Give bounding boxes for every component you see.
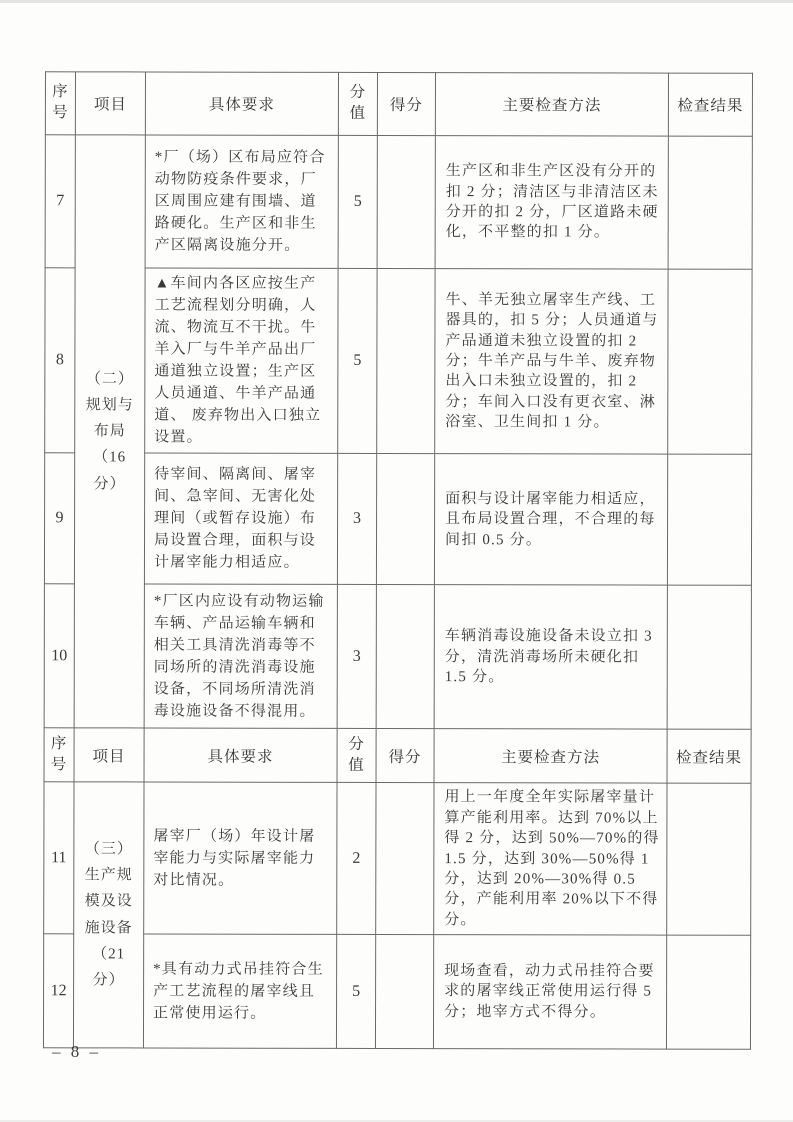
row-12-method: 现场查看，动力式吊挂符合要求的屠宰线正常使用运行得 5 分；地宰方式不得分。 <box>433 935 666 1049</box>
row-7-result <box>668 136 752 269</box>
row-10-requirement: *厂区内应设有动物运输车辆、产品运输车辆和相关工具清洗消毒等不同场所的清洗消毒设施设备，不同场所清洗消毒设施设备不得混用。 <box>144 584 337 728</box>
col-header-score-earned: 得分 <box>377 72 435 135</box>
row-9-score-earned <box>376 454 434 585</box>
project-group-3-cell: （三） 生产规 模及设 施设备 （21 分） <box>73 782 144 1048</box>
col-header-no-label: 序号 <box>50 735 68 774</box>
col-header-method: 主要检查方法 <box>434 729 667 783</box>
col-header-result: 检查结果 <box>667 729 751 783</box>
table-row-9 <box>44 453 751 585</box>
table-row-8 <box>45 268 752 455</box>
table-header-row-2 <box>44 728 751 783</box>
row-7-no: 7 <box>45 135 75 268</box>
table-row-7 <box>45 135 752 269</box>
row-11-no: 11 <box>44 782 74 934</box>
col-header-result: 检查结果 <box>668 73 752 136</box>
page-number: – 8 – <box>52 1042 101 1061</box>
row-10-no: 10 <box>44 584 74 728</box>
row-7-score-earned <box>377 135 435 268</box>
row-11-method: 用上一年度全年实际屠宰量计算产能利用率。达到 70%以上得 2 分，达到 50%—70%的得 1.5 分，达到 30%—50%得 1 分，达到 20%—30%得 0.5 分，产能利用率 20%以下不得分。 <box>434 783 667 935</box>
row-10-result <box>667 585 751 729</box>
table-row-10 <box>44 584 751 729</box>
col-header-method: 主要检查方法 <box>435 73 668 136</box>
row-12-score-earned <box>375 935 433 1049</box>
row-12-requirement: *具有动力式吊挂符合生产工艺流程的屠宰线且正常使用运行。 <box>143 934 336 1048</box>
row-10-score-earned <box>376 585 434 729</box>
row-11-result <box>667 783 751 935</box>
col-header-no <box>44 728 74 782</box>
col-header-requirement: 具体要求 <box>145 72 338 135</box>
col-header-project: 项目 <box>75 72 145 135</box>
row-7-method: 生产区和非生产区没有分开的扣 2 分；清洁区与非清洁区未分开的扣 2 分，厂区道路未硬化，不平整的扣 1 分。 <box>435 136 668 269</box>
row-9-requirement: 待宰间、隔离间、屠宰间、急宰间、无害化处理间（或暂存设施）布局设置合理，面积与设计屠宰能力相适应。 <box>144 453 337 584</box>
row-11-score-value: 2 <box>337 783 376 935</box>
table-header-row-1 <box>45 72 752 136</box>
row-12-no: 12 <box>43 934 73 1048</box>
row-8-requirement: ▲车间内各区应按生产工艺流程划分明确，人流、物流互不干扰。牛羊入厂与牛羊产品出厂通道独立设置；生产区人员通道、牛羊产品通道、 废弃物出入口独立设置。 <box>145 268 338 454</box>
row-12-result <box>666 935 750 1049</box>
row-10-method: 车辆消毒设施设备未设立扣 3 分，清洗消毒场所未硬化扣 1.5 分。 <box>434 585 667 729</box>
col-header-no-label: 序号 <box>52 83 69 122</box>
row-12-score-value: 5 <box>336 934 375 1048</box>
row-9-method: 面积与设计屠宰能力相适应，且布局设置合理，不合理的每间扣 0.5 分。 <box>434 454 667 585</box>
document-sheet <box>43 71 753 1050</box>
col-header-no <box>45 72 75 135</box>
row-8-score-value: 5 <box>338 268 377 453</box>
table-row-11 <box>44 782 751 935</box>
scan-edge-top <box>0 0 793 3</box>
row-8-score-earned <box>377 268 435 453</box>
row-8-no: 8 <box>45 268 75 453</box>
col-header-score-value <box>338 72 377 135</box>
row-8-method: 牛、羊无独立屠宰生产线、工器具的，扣 5 分；人员通道与产品通道未独立设置的扣 2 分；牛羊产品与牛羊、废弃物出入口未独立设置的，扣 2 分；车间入口没有更衣室、淋浴室、卫生间扣 1 分。 <box>435 269 668 455</box>
table-row-12 <box>43 934 750 1049</box>
row-7-score-value: 5 <box>338 135 377 268</box>
row-7-requirement: *厂（场）区布局应符合动物防疫条件要求，厂区周围应建有围墙、道路硬化。生产区和非生产区隔离设施分开。 <box>145 135 338 268</box>
row-9-score-value: 3 <box>337 454 376 585</box>
col-header-score-value-label: 分值 <box>349 83 367 122</box>
col-header-score-value-label: 分值 <box>348 735 365 774</box>
row-9-no: 9 <box>44 453 74 584</box>
row-9-result <box>667 454 751 585</box>
row-8-result <box>668 269 752 455</box>
inspection-score-table <box>43 71 753 1050</box>
col-header-requirement: 具体要求 <box>144 728 337 782</box>
project-group-2-cell: （二） 规划与 布局 （16 分） <box>74 135 145 729</box>
row-10-score-value: 3 <box>337 585 376 729</box>
col-header-score-value <box>337 729 376 783</box>
row-11-requirement: 屠宰厂（场）年设计屠宰能力与实际屠宰能力对比情况。 <box>144 782 337 934</box>
col-header-project: 项目 <box>74 728 144 782</box>
row-11-score-earned <box>376 783 434 935</box>
col-header-score-earned: 得分 <box>376 729 434 783</box>
